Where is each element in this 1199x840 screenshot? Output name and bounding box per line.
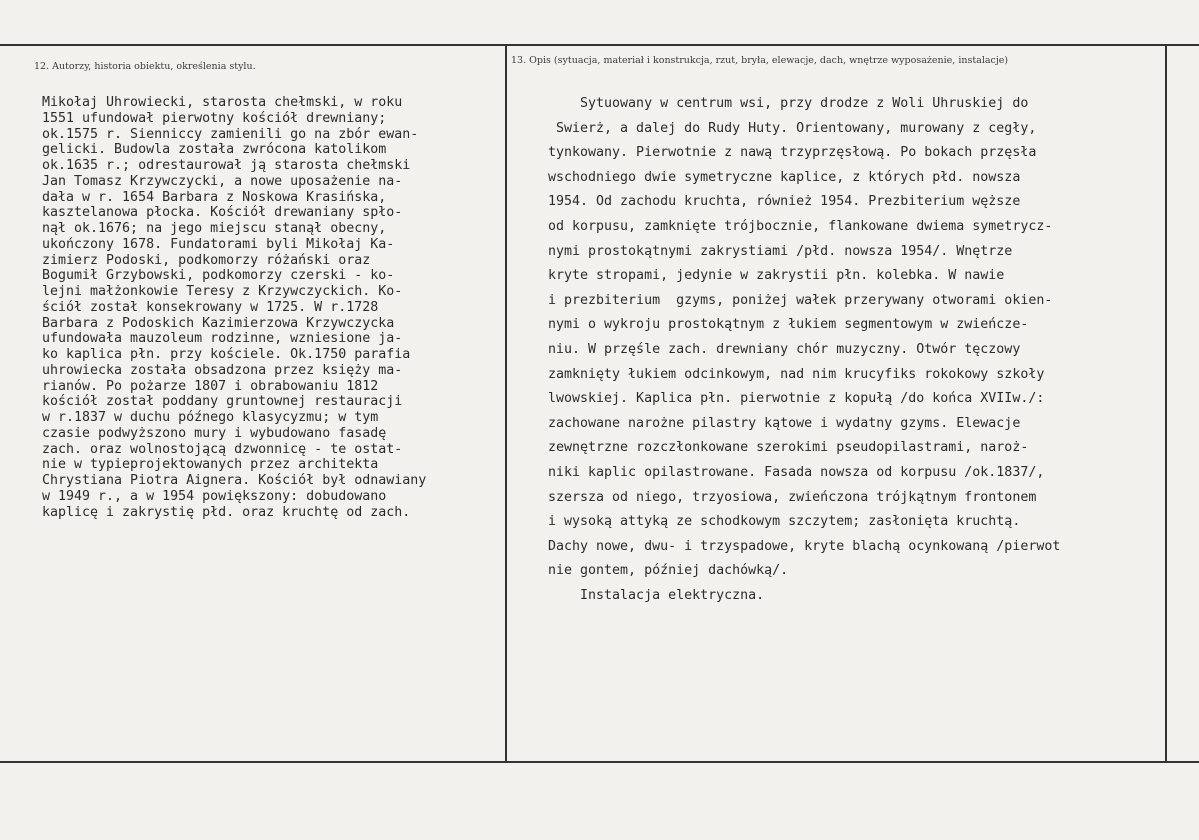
description-line: 1954. Od zachodu kruchta, również 1954. Prezbiterium węższe [548,194,1021,210]
section-13-heading: 13. Opis (sytuacja, materiał i konstrukcja, rzut, bryła, elewacje, dach, wnętrze wyposażenie, instalacje) [511,55,1009,66]
history-line: nie w typieprojektowanych przez architekta [42,457,379,473]
description-line: nymi prostokątnymi zakrystiami /płd. nowsza 1954/. Wnętrze [548,243,1013,259]
history-line: uhrowiecka została obsadzona przez księży ma- [42,362,403,378]
history-line: w r.1837 w duchu późnego klasycyzmu; w tym [42,410,379,425]
history-line: kościół został poddany gruntownej restauracji [42,394,403,410]
history-line: ściół został konsekrowany w 1725. W r.1728 [42,299,379,315]
bottom-rule [0,761,1199,763]
history-line: zimierz Podoski, podkomorzy różański oraz [42,252,371,268]
section-12-heading: 12. Autorzy, historia obiektu, określenia stylu. [34,61,256,72]
history-line: gelicki. Budowla została zwrócona katolikom [42,142,387,158]
history-line: Bogumił Grzybowski, podkomorzy czerski - ko- [42,268,395,284]
history-line: 1551 ufundował pierwotny kościół drewniany; [42,110,387,126]
history-line: ukończony 1678. Fundatorami byli Mikołaj Ka- [42,236,395,252]
description-line: nymi o wykroju prostokątnym z łukiem segmentowym w zwieńcze- [548,317,1029,333]
history-line: ufundowała mauzoleum rodzinne, wzniesione ja- [42,331,403,347]
description-line: tynkowany. Pierwotnie z nawą trzyprzęsłową. Po bokach przęsła [548,145,1037,161]
description-line: Instalacja elektryczna. [548,587,765,603]
description-line: Swierż, a dalej do Rudy Huty. Orientowany, murowany z cegły, [548,120,1037,136]
description-line: nie gontem, później dachówką/. [548,563,789,579]
description-line: Sytuowany w centrum wsi, przy drodze z Woli Uhruskiej do [548,96,1029,111]
description-line: lwowskiej. Kaplica płn. pierwotnie z kopułą /do końca XVIIw./: [548,391,1045,407]
right-border [1165,44,1167,763]
history-text [42,95,426,520]
history-line: kaplicę i zakrystię płd. oraz kruchtę od zach. [42,504,411,520]
history-line: czasie podwyższono mury i wybudowano fasadę [42,425,387,441]
history-line: lejni małżonkowie Teresy z Krzywczyckich. Ko- [42,284,403,299]
history-line: kasztelanowa płocka. Kościół drewaniany spło- [42,205,403,221]
description-line: szersza od niego, trzyosiowa, zwieńczona trójkątnym frontonem [548,489,1037,505]
description-text [548,92,1060,608]
description-line: i wysoką attyką ze schodkowym szczytem; zasłonięta kruchtą. [548,514,1021,530]
description-line: Dachy nowe, dwu- i trzyspadowe, kryte blachą ocynkowaną /pierwot [548,538,1061,554]
description-line: zewnętrzne rozczłonkowane szerokimi pseudopilastrami, naroż- [548,440,1029,456]
description-line: od korpusu, zamknięte trójbocznie, flankowane dwiema symetrycz- [548,218,1053,234]
history-line: zach. oraz wolnostojącą dzwonnicę - te ostat- [42,441,403,457]
history-line: ko kaplica płn. przy kościele. Ok.1750 parafia [42,347,411,362]
history-line: Mikołaj Uhrowiecki, starosta chełmski, w roku [42,95,403,110]
description-line: niu. W przęśle zach. drewniany chór muzyczny. Otwór tęczowy [548,341,1021,357]
history-line: Barbara z Podoskich Kazimierzowa Krzywczycka [42,315,395,331]
history-line: Jan Tomasz Krzywczycki, a nowe uposażenie na- [42,173,403,189]
column-divider [505,44,507,763]
history-line: dała w r. 1654 Barbara z Noskowa Krasińska, [42,189,387,205]
description-line: i prezbiterium gzyms, poniżej wałek przerywany otworami okien- [548,292,1053,308]
top-rule [0,44,1199,46]
history-line: ok.1575 r. Sienniccy zamienili go na zbór ewan- [42,126,419,142]
history-line: w 1949 r., a w 1954 powiększony: dobudowano [42,488,387,504]
history-line: Chrystiana Piotra Aignera. Kościół był odnawiany [42,473,427,488]
description-line: zamknięty łukiem odcinkowym, nad nim krucyfiks rokokowy szkoły [548,366,1045,382]
history-line: rianów. Po pożarze 1807 i obrabowaniu 1812 [42,378,379,394]
description-line: zachowane narożne pilastry kątowe i wydatny gzyms. Elewacje [548,415,1021,431]
description-line: niki kaplic opilastrowane. Fasada nowsza od korpusu /ok.1837/, [548,464,1045,480]
history-line: nął ok.1676; na jego miejscu stanął obecny, [42,221,387,236]
description-line: kryte stropami, jedynie w zakrystii płn. kolebka. W nawie [548,268,1005,284]
description-line: wschodniego dwie symetryczne kaplice, z których płd. nowsza [548,169,1021,185]
history-line: ok.1635 r.; odrestaurował ją starosta chełmski [42,158,411,173]
